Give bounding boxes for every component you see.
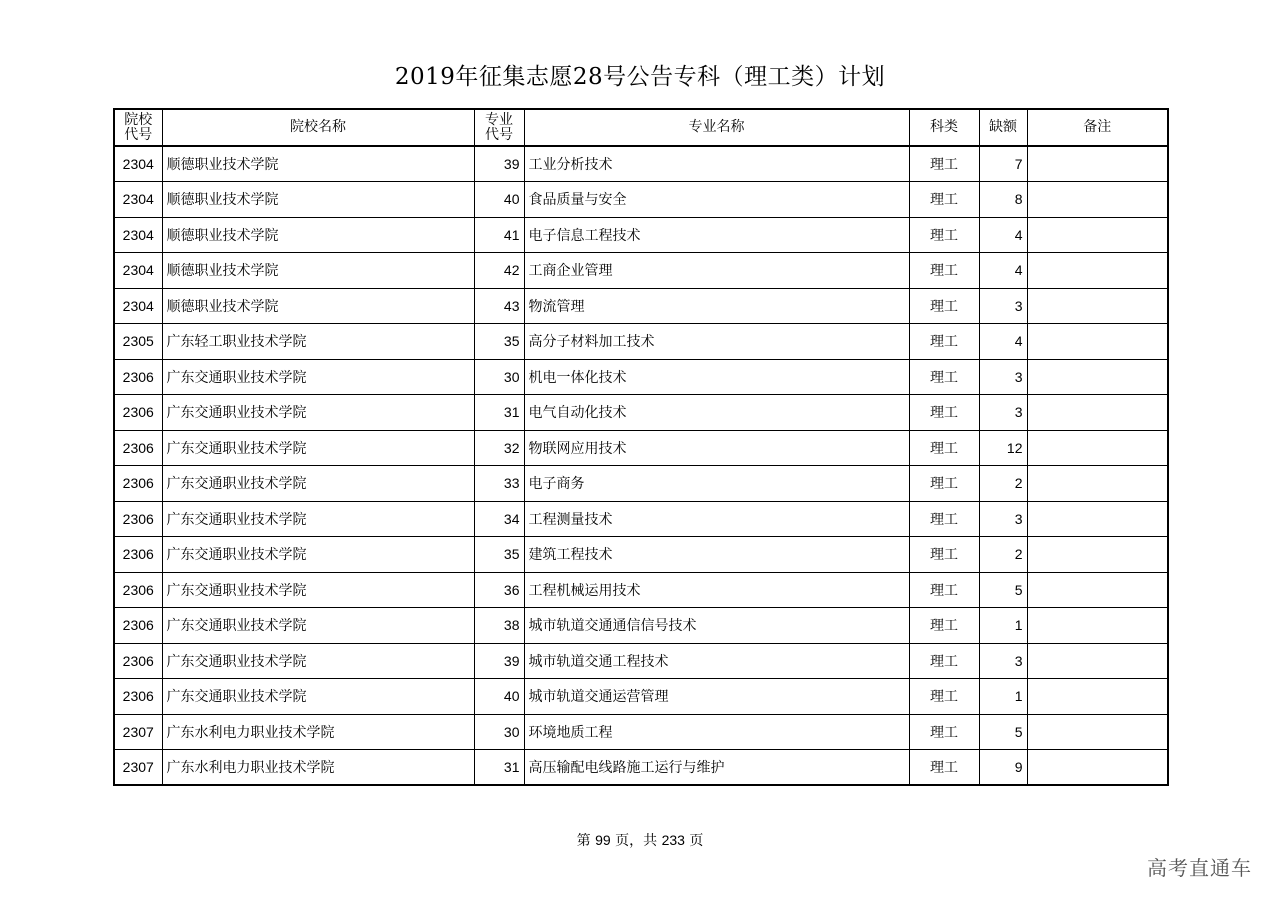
cell-major-name: 机电一体化技术 (524, 359, 909, 395)
table-row (114, 288, 1168, 324)
table-row (114, 679, 1168, 715)
table-header-row (114, 109, 1168, 146)
cell-major-name: 电子信息工程技术 (524, 217, 909, 253)
cell-school-code: 2304 (114, 288, 162, 324)
cell-major-code: 35 (474, 537, 524, 573)
cell-note (1027, 643, 1168, 679)
cell-major-code: 41 (474, 217, 524, 253)
cell-quota: 3 (979, 395, 1027, 431)
cell-category: 理工 (909, 395, 979, 431)
cell-quota: 9 (979, 750, 1027, 786)
cell-school-code: 2306 (114, 643, 162, 679)
cell-category: 理工 (909, 324, 979, 360)
footer-middle: 页，共 (615, 833, 658, 849)
cell-major-name: 城市轨道交通通信信号技术 (524, 608, 909, 644)
cell-category: 理工 (909, 253, 979, 289)
table-row (114, 537, 1168, 573)
cell-major-code: 42 (474, 253, 524, 289)
cell-school-code: 2307 (114, 750, 162, 786)
cell-school-name: 广东交通职业技术学院 (162, 395, 474, 431)
table-row (114, 324, 1168, 360)
page-title: 2019年征集志愿28号公告专科（理工类）计划 (394, 64, 886, 90)
cell-note (1027, 146, 1168, 182)
cell-major-name: 电子商务 (524, 466, 909, 502)
plan-table (113, 108, 1169, 786)
cell-note (1027, 466, 1168, 502)
cell-major-name: 电气自动化技术 (524, 395, 909, 431)
cell-school-name: 顺德职业技术学院 (162, 182, 474, 218)
cell-school-code: 2306 (114, 501, 162, 537)
table-row (114, 146, 1168, 182)
table-row (114, 750, 1168, 786)
footer-total-pages: 233 (661, 832, 685, 848)
cell-school-code: 2305 (114, 324, 162, 360)
cell-major-code: 31 (474, 750, 524, 786)
cell-major-code: 40 (474, 679, 524, 715)
cell-major-name: 工程机械运用技术 (524, 572, 909, 608)
cell-major-name: 环境地质工程 (524, 714, 909, 750)
cell-major-code: 30 (474, 714, 524, 750)
cell-quota: 2 (979, 537, 1027, 573)
header-quota: 缺额 (979, 109, 1027, 146)
cell-school-name: 广东交通职业技术学院 (162, 679, 474, 715)
cell-category: 理工 (909, 288, 979, 324)
table-row (114, 714, 1168, 750)
table-row (114, 359, 1168, 395)
cell-school-name: 顺德职业技术学院 (162, 288, 474, 324)
cell-school-code: 2307 (114, 714, 162, 750)
cell-quota: 3 (979, 501, 1027, 537)
cell-quota: 5 (979, 572, 1027, 608)
footer-prefix: 第 (576, 833, 591, 849)
cell-school-code: 2306 (114, 572, 162, 608)
cell-school-code: 2304 (114, 146, 162, 182)
cell-school-name: 顺德职业技术学院 (162, 217, 474, 253)
header-school-code-line2: 代号 (124, 126, 153, 143)
cell-quota: 12 (979, 430, 1027, 466)
cell-school-name: 广东交通职业技术学院 (162, 643, 474, 679)
footer-page-number: 99 (595, 832, 611, 848)
cell-school-name: 广东交通职业技术学院 (162, 572, 474, 608)
cell-category: 理工 (909, 643, 979, 679)
table-row (114, 501, 1168, 537)
cell-note (1027, 395, 1168, 431)
cell-note (1027, 182, 1168, 218)
watermark: 高考直通车 (1147, 856, 1252, 880)
table-row (114, 466, 1168, 502)
cell-school-code: 2306 (114, 359, 162, 395)
cell-school-name: 广东交通职业技术学院 (162, 359, 474, 395)
header-major-code-line2: 代号 (485, 126, 513, 143)
cell-note (1027, 572, 1168, 608)
cell-major-code: 33 (474, 466, 524, 502)
cell-category: 理工 (909, 572, 979, 608)
cell-school-code: 2306 (114, 430, 162, 466)
cell-major-code: 39 (474, 643, 524, 679)
table-row (114, 643, 1168, 679)
table-row (114, 430, 1168, 466)
cell-quota: 4 (979, 253, 1027, 289)
cell-major-name: 物流管理 (524, 288, 909, 324)
cell-major-name: 工程测量技术 (524, 501, 909, 537)
table-row (114, 572, 1168, 608)
cell-major-code: 38 (474, 608, 524, 644)
cell-note (1027, 324, 1168, 360)
cell-major-code: 34 (474, 501, 524, 537)
cell-school-name: 广东交通职业技术学院 (162, 537, 474, 573)
cell-quota: 1 (979, 608, 1027, 644)
cell-school-code: 2306 (114, 537, 162, 573)
cell-quota: 8 (979, 182, 1027, 218)
cell-note (1027, 750, 1168, 786)
cell-major-name: 建筑工程技术 (524, 537, 909, 573)
cell-quota: 4 (979, 324, 1027, 360)
cell-quota: 7 (979, 146, 1027, 182)
cell-category: 理工 (909, 146, 979, 182)
header-major-code (474, 109, 524, 146)
header-major-code-line1: 专业 (485, 111, 513, 128)
table-row (114, 395, 1168, 431)
cell-major-code: 36 (474, 572, 524, 608)
cell-category: 理工 (909, 608, 979, 644)
cell-major-name: 城市轨道交通工程技术 (524, 643, 909, 679)
cell-school-name: 广东水利电力职业技术学院 (162, 714, 474, 750)
cell-major-code: 35 (474, 324, 524, 360)
table-row (114, 608, 1168, 644)
cell-school-name: 广东交通职业技术学院 (162, 608, 474, 644)
cell-school-name: 顺德职业技术学院 (162, 146, 474, 182)
cell-note (1027, 288, 1168, 324)
header-category: 科类 (909, 109, 979, 146)
cell-quota: 5 (979, 714, 1027, 750)
cell-quota: 1 (979, 679, 1027, 715)
cell-category: 理工 (909, 501, 979, 537)
cell-quota: 3 (979, 288, 1027, 324)
cell-school-code: 2306 (114, 679, 162, 715)
cell-school-name: 广东水利电力职业技术学院 (162, 750, 474, 786)
cell-note (1027, 430, 1168, 466)
cell-note (1027, 714, 1168, 750)
cell-major-code: 30 (474, 359, 524, 395)
cell-category: 理工 (909, 359, 979, 395)
footer-suffix: 页 (689, 833, 704, 849)
cell-school-code: 2306 (114, 608, 162, 644)
cell-category: 理工 (909, 466, 979, 502)
cell-school-name: 广东交通职业技术学院 (162, 430, 474, 466)
cell-quota: 2 (979, 466, 1027, 502)
cell-major-name: 物联网应用技术 (524, 430, 909, 466)
cell-note (1027, 253, 1168, 289)
cell-major-code: 31 (474, 395, 524, 431)
cell-category: 理工 (909, 714, 979, 750)
cell-school-code: 2306 (114, 466, 162, 502)
cell-note (1027, 217, 1168, 253)
cell-category: 理工 (909, 217, 979, 253)
cell-school-name: 广东交通职业技术学院 (162, 501, 474, 537)
cell-category: 理工 (909, 750, 979, 786)
table-row (114, 182, 1168, 218)
cell-note (1027, 537, 1168, 573)
cell-major-name: 城市轨道交通运营管理 (524, 679, 909, 715)
cell-major-name: 工商企业管理 (524, 253, 909, 289)
table-row (114, 217, 1168, 253)
header-school-code (114, 109, 162, 146)
header-note: 备注 (1027, 109, 1168, 146)
cell-major-code: 43 (474, 288, 524, 324)
cell-category: 理工 (909, 182, 979, 218)
cell-note (1027, 608, 1168, 644)
cell-quota: 4 (979, 217, 1027, 253)
header-school-name: 院校名称 (162, 109, 474, 146)
cell-school-code: 2304 (114, 182, 162, 218)
cell-school-name: 顺德职业技术学院 (162, 253, 474, 289)
cell-school-code: 2304 (114, 253, 162, 289)
header-school-code-line1: 院校 (124, 111, 153, 128)
cell-note (1027, 501, 1168, 537)
cell-major-name: 食品质量与安全 (524, 182, 909, 218)
cell-quota: 3 (979, 359, 1027, 395)
cell-category: 理工 (909, 430, 979, 466)
cell-school-name: 广东轻工职业技术学院 (162, 324, 474, 360)
cell-note (1027, 679, 1168, 715)
cell-major-code: 40 (474, 182, 524, 218)
cell-school-name: 广东交通职业技术学院 (162, 466, 474, 502)
cell-major-name: 工业分析技术 (524, 146, 909, 182)
cell-major-code: 39 (474, 146, 524, 182)
cell-category: 理工 (909, 537, 979, 573)
cell-major-name: 高压输配电线路施工运行与维护 (524, 750, 909, 786)
table-row (114, 253, 1168, 289)
cell-major-code: 32 (474, 430, 524, 466)
page-footer (0, 830, 1280, 850)
cell-category: 理工 (909, 679, 979, 715)
cell-school-code: 2304 (114, 217, 162, 253)
cell-major-name: 高分子材料加工技术 (524, 324, 909, 360)
cell-quota: 3 (979, 643, 1027, 679)
cell-note (1027, 359, 1168, 395)
cell-school-code: 2306 (114, 395, 162, 431)
header-major-name: 专业名称 (524, 109, 909, 146)
